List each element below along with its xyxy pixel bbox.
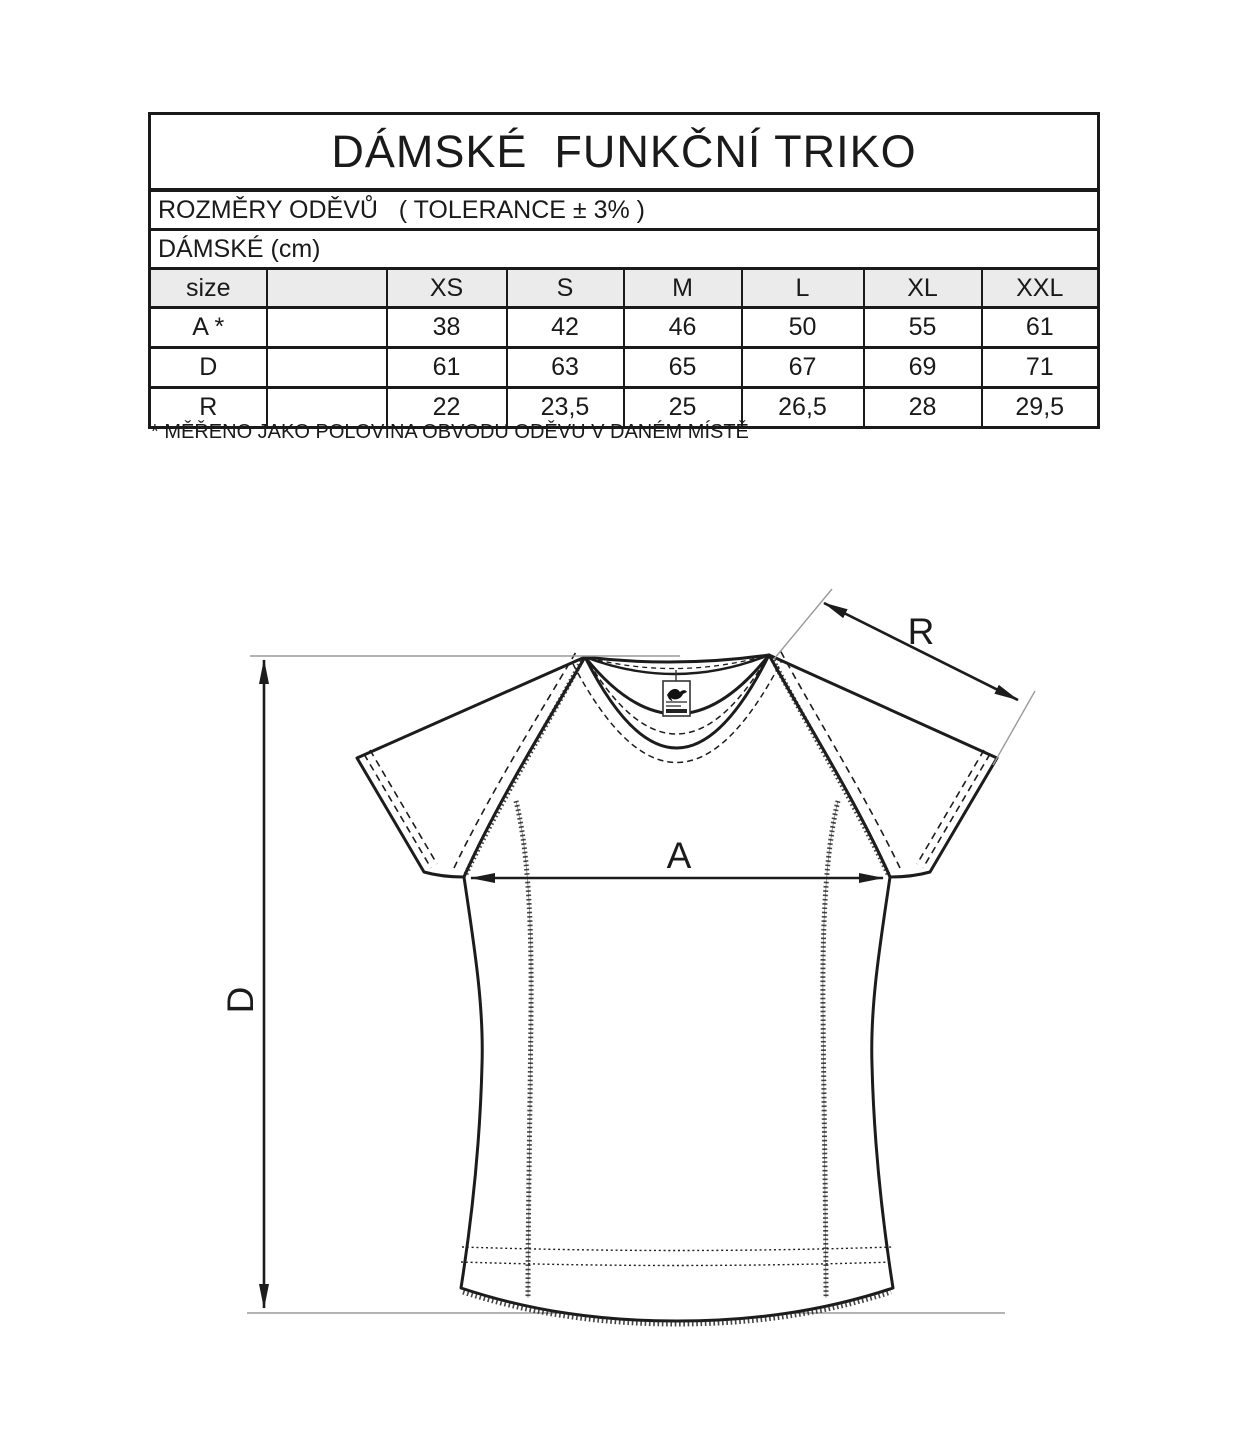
- tolerance-note: ROZMĚRY ODĚVŮ ( TOLERANCE ± 3% ): [150, 190, 1099, 230]
- size-header-xxl: XXL: [982, 269, 1099, 308]
- dimension-label-a: A: [666, 835, 692, 876]
- cell-d-s: 63: [507, 348, 624, 388]
- cell-a-xxl: 61: [982, 308, 1099, 348]
- measurement-footnote: * MĚŘENO JAKO POLOVINA OBVODU ODĚVU V DANÉM MÍSTĚ: [151, 421, 749, 443]
- size-chart-table: [148, 112, 1100, 429]
- size-header-l: L: [742, 269, 864, 308]
- sleeve-extension-line-cuff: [993, 691, 1035, 765]
- size-header-m: M: [624, 269, 742, 308]
- cell-r-xl: 28: [864, 388, 982, 428]
- cell-d-l: 67: [742, 348, 864, 388]
- cell-a-xs: 38: [387, 308, 507, 348]
- row-label-a: A *: [150, 308, 267, 348]
- dimension-label-d-group: [220, 987, 261, 1014]
- dimension-label-r: R: [907, 611, 935, 652]
- cell-d-m: 65: [624, 348, 742, 388]
- cell-r-l: 26,5: [742, 388, 864, 428]
- cell-r-xs: 22: [387, 388, 507, 428]
- cell-d-xl: 69: [864, 348, 982, 388]
- cell-d-xxl: 71: [982, 348, 1099, 388]
- cell-r-xxl: 29,5: [982, 388, 1099, 428]
- row-d-spacer: [267, 348, 387, 388]
- size-header-s: S: [507, 269, 624, 308]
- cell-a-l: 50: [742, 308, 864, 348]
- row-a-spacer: [267, 308, 387, 348]
- cell-r-s: 23,5: [507, 388, 624, 428]
- cell-r-m: 25: [624, 388, 742, 428]
- size-column-header: size: [150, 269, 267, 308]
- size-header-xs: XS: [387, 269, 507, 308]
- table-row-d: [150, 348, 1099, 388]
- size-header-xl: XL: [864, 269, 982, 308]
- cell-d-xs: 61: [387, 348, 507, 388]
- cell-a-xl: 55: [864, 308, 982, 348]
- row-label-d: D: [150, 348, 267, 388]
- table-row-a: [150, 308, 1099, 348]
- tshirt-technical-drawing: [180, 560, 1080, 1360]
- cell-a-s: 42: [507, 308, 624, 348]
- sleeve-extension-line-neck: [774, 589, 832, 659]
- dimension-label-d: D: [219, 986, 261, 1014]
- cell-a-m: 46: [624, 308, 742, 348]
- page-title: DÁMSKÉ FUNKČNÍ TRIKO: [150, 114, 1099, 191]
- spacer-column-header: [267, 269, 387, 308]
- section-label: DÁMSKÉ (cm): [150, 230, 1099, 269]
- row-label-r: R: [150, 388, 267, 428]
